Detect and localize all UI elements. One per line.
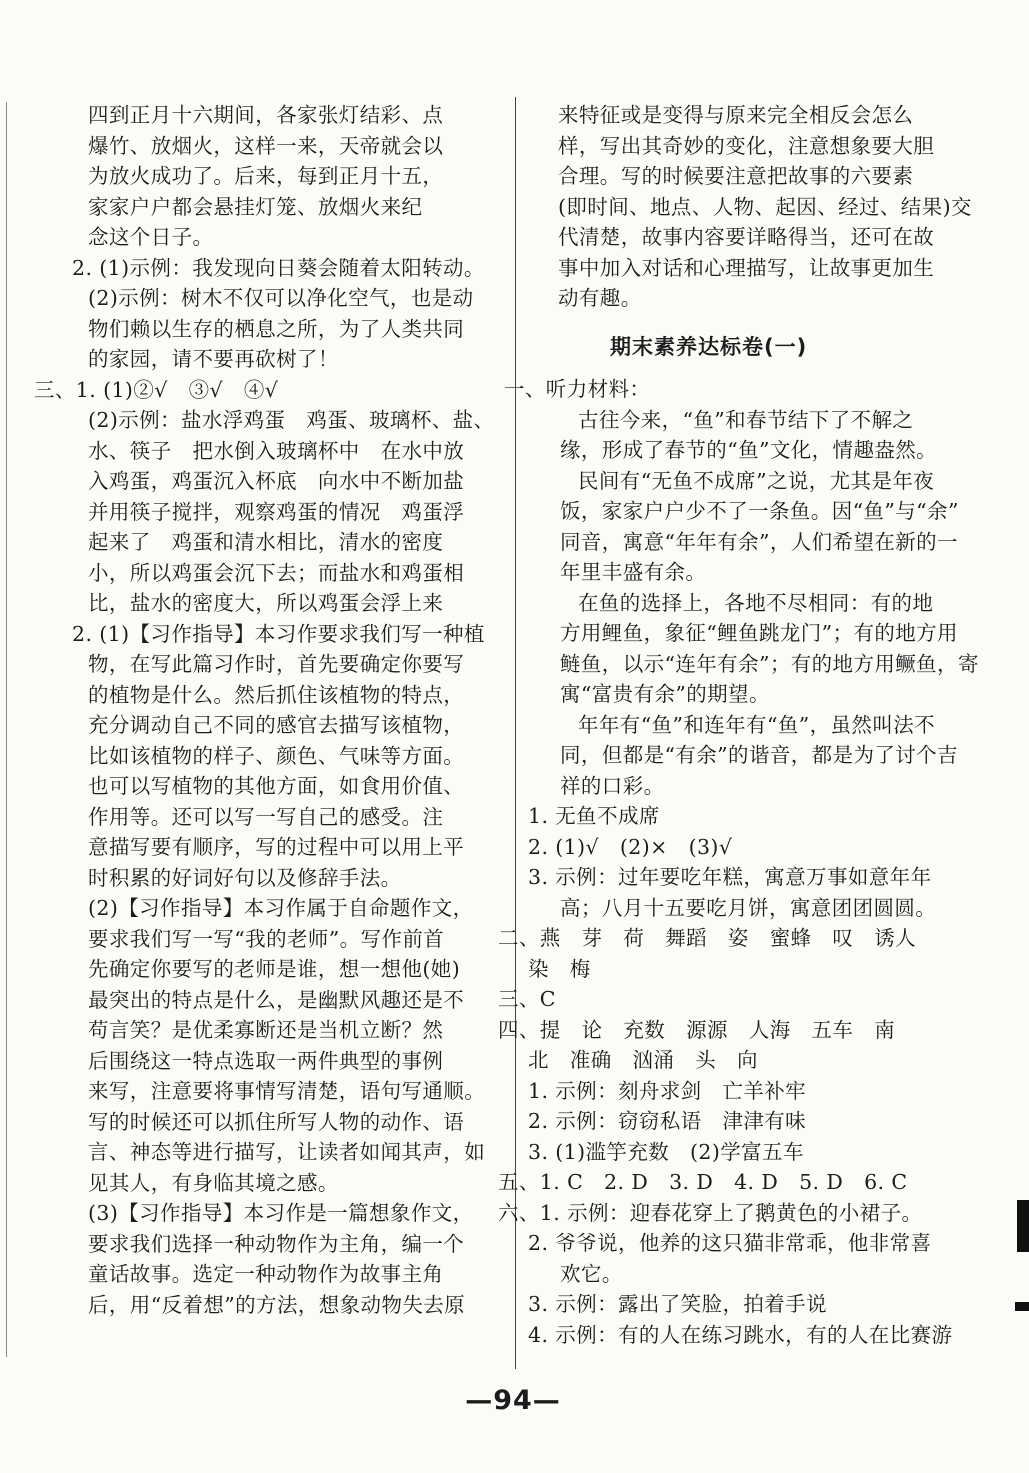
left-text-line: 先确定你要写的老师是谁，想一想他(她) bbox=[88, 957, 461, 981]
left-text-line: 意描写要有顺序，写的过程中可以用上平 bbox=[88, 835, 465, 859]
right-text-line: 样，写出其奇妙的变化，注意想象要大胆 bbox=[558, 133, 935, 158]
right-text-line: 3. (1)滥竽充数 (2)学富五车 bbox=[528, 1139, 804, 1164]
right-text-line: 代清楚，故事内容要详略得当，还可在故 bbox=[558, 225, 935, 249]
right-text-line: 寓“富贵有余”的期望。 bbox=[560, 682, 770, 706]
left-text-line: 的植物是什么。然后抓住该植物的特点， bbox=[88, 682, 465, 707]
left-text-line: 见其人，有身临其境之感。 bbox=[88, 1170, 339, 1195]
right-text-line: 来特征或是变得与原来完全相反会怎么 bbox=[558, 103, 914, 127]
left-text-line: 也可以写植物的其他方面，如食用价值、 bbox=[88, 774, 465, 798]
left-text-line: 后，用“反着想”的方法，想象动物失去原 bbox=[88, 1292, 466, 1317]
left-text-line: 言、神态等进行描写，让读者如闻其声，如 bbox=[88, 1140, 486, 1164]
right-text-line: 高；八月十五要吃月饼，寓意团团圆圆。 bbox=[560, 895, 937, 920]
left-text-line: 起来了 鸡蛋和清水相比，清水的密度 bbox=[88, 530, 444, 554]
left-text-line: 小，所以鸡蛋会沉下去；而盐水和鸡蛋相 bbox=[88, 560, 465, 585]
right-text-line: 3. 示例：露出了笑脸，拍着手说 bbox=[528, 1292, 827, 1316]
left-margin-rule bbox=[6, 102, 7, 1357]
right-text-line: (即时间、地点、人物、起因、经过、结果)交 bbox=[558, 194, 972, 219]
left-text-line: 并用筷子搅拌，观察鸡蛋的情况 鸡蛋浮 bbox=[88, 499, 465, 524]
right-text-line: 鲢鱼，以示“连年有余”；有的地方用鳜鱼，寄 bbox=[560, 651, 979, 676]
right-text-line: 在鱼的选择上，各地不尽相同：有的地 bbox=[578, 590, 934, 615]
left-text-line: 水、筷子 把水倒入玻璃杯中 在水中放 bbox=[88, 438, 465, 463]
right-text-line: 4. 示例：有的人在练习跳水，有的人在比赛游 bbox=[528, 1322, 953, 1347]
right-text-line: 1. 示例：刻舟求剑 亡羊补牢 bbox=[528, 1078, 807, 1103]
left-text-line: 家家户户都会悬挂灯笼、放烟火来纪 bbox=[88, 194, 423, 219]
right-text-line: 民间有“无鱼不成席”之说，尤其是年夜 bbox=[578, 468, 935, 493]
left-text-line: 爆竹、放烟火，这样一来，天帝就会以 bbox=[88, 133, 444, 158]
left-text-line: 时积累的好词好句以及修辞手法。 bbox=[88, 865, 402, 890]
right-text-line: 2. 爷爷说，他养的这只猫非常乖，他非常喜 bbox=[528, 1231, 932, 1255]
left-text-line: (2)示例：盐水浮鸡蛋 鸡蛋、玻璃杯、盐、 bbox=[88, 408, 495, 432]
right-text-line: 一、听力材料： bbox=[504, 377, 651, 401]
left-text-line: 比如该植物的样子、颜色、气味等方面。 bbox=[88, 743, 465, 768]
left-text-line: (2)示例：树木不仅可以净化空气，也是动 bbox=[88, 286, 474, 310]
left-text-line: 充分调动自己不同的感官去描写该植物， bbox=[88, 713, 465, 737]
right-text-line: 方用鲤鱼，象征“鲤鱼跳龙门”；有的地方用 bbox=[560, 621, 958, 645]
right-text-line: 3. 示例：过年要吃年糕，寓意万事如意年年 bbox=[528, 865, 932, 889]
right-text-line: 饭，家家户户少不了一条鱼。因“鱼”与“余” bbox=[560, 499, 959, 523]
left-text-line: 要求我们写一写“我的老师”。写作前首 bbox=[88, 926, 445, 951]
left-text-line: 比，盐水的密度大，所以鸡蛋会浮上来 bbox=[88, 591, 444, 615]
right-text-line: 2. 示例：窃窃私语 津津有味 bbox=[528, 1109, 807, 1133]
left-text-line: 念这个日子。 bbox=[88, 225, 214, 249]
right-text-line: 年里丰盛有余。 bbox=[560, 560, 707, 584]
right-text-line: 动有趣。 bbox=[558, 286, 642, 310]
right-text-line: 同，但都是“有余”的谐音，都是为了讨个吉 bbox=[560, 743, 958, 767]
left-text-line: 三、1. (1)②√ ③√ ④√ bbox=[34, 377, 279, 402]
left-text-line: 物们赖以生存的栖息之所，为了人类共同 bbox=[88, 316, 465, 341]
edge-mark-bottom bbox=[1015, 1302, 1029, 1311]
right-text-line: 四、提 论 充数 源源 人海 五车 南 bbox=[498, 1017, 896, 1042]
left-text-line: 后围绕这一特点选取一两件典型的事例 bbox=[88, 1048, 444, 1073]
left-text-line: 写的时候还可以抓住所写人物的动作、语 bbox=[88, 1109, 465, 1134]
right-text-line: 同音，寓意“年年有余”，人们希望在新的一 bbox=[560, 529, 958, 554]
right-text-line: 合理。写的时候要注意把故事的六要素 bbox=[558, 164, 914, 188]
edge-mark-top bbox=[1017, 1200, 1029, 1252]
left-text-line: 物，在写此篇习作时，首先要确定你要写 bbox=[88, 652, 465, 676]
left-text-line: 入鸡蛋，鸡蛋沉入杯底 向水中不断加盐 bbox=[88, 469, 465, 493]
right-text-line: 1. 无鱼不成席 bbox=[528, 804, 660, 828]
left-text-line: 作用等。还可以写一写自己的感受。注 bbox=[88, 804, 444, 829]
left-text-line: 的家园，请不要再砍树了！ bbox=[88, 347, 339, 371]
right-text-line: 祥的口彩。 bbox=[560, 773, 665, 798]
left-text-line: (2)【习作指导】本习作属于自命题作文， bbox=[88, 896, 474, 920]
right-text-line: 2. (1)√ (2)× (3)√ bbox=[528, 834, 733, 859]
left-text-line: 最突出的特点是什么，是幽默风趣还是不 bbox=[88, 987, 465, 1012]
left-text-line: 2. (1)示例：我发现向日葵会随着太阳转动。 bbox=[72, 255, 485, 280]
section-title: 期末素养达标卷(一) bbox=[610, 334, 808, 359]
right-text-line: 北 准确 汹涌 头 向 bbox=[528, 1048, 758, 1072]
right-text-line: 年年有“鱼”和连年有“鱼”，虽然叫法不 bbox=[578, 712, 936, 737]
left-text-line: 四到正月十六期间，各家张灯结彩、点 bbox=[88, 103, 444, 127]
page-number: —94— bbox=[465, 1385, 561, 1416]
left-text-line: 要求我们选择一种动物作为主角，编一个 bbox=[88, 1231, 465, 1256]
right-text-line: 五、1. C 2. D 3. D 4. D 5. D 6. C bbox=[498, 1170, 908, 1194]
left-text-line: 为放火成功了。后来，每到正月十五， bbox=[88, 164, 444, 188]
right-text-line: 事中加入对话和心理描写，让故事更加生 bbox=[558, 255, 935, 280]
left-text-line: 2. (1)【习作指导】本习作要求我们写一种植 bbox=[72, 621, 485, 646]
right-text-line: 六、1. 示例：迎春花穿上了鹅黄色的小裙子。 bbox=[498, 1200, 923, 1225]
left-text-line: 苟言笑？是优柔寡断还是当机立断？然 bbox=[88, 1018, 444, 1042]
left-text-line: 来写，注意要将事情写清楚，语句写通顺。 bbox=[88, 1079, 486, 1103]
left-text-line: 童话故事。选定一种动物作为故事主角 bbox=[88, 1262, 444, 1286]
right-text-line: 二、燕 芽 荷 舞蹈 姿 蜜蜂 叹 诱人 bbox=[498, 926, 916, 950]
right-text-line: 欢它。 bbox=[560, 1261, 623, 1286]
right-text-line: 古往今来，“鱼”和春节结下了不解之 bbox=[578, 407, 914, 432]
left-text-line: (3)【习作指导】本习作是一篇想象作文， bbox=[88, 1201, 474, 1225]
right-text-line: 缘，形成了春节的“鱼”文化，情趣盎然。 bbox=[560, 438, 938, 462]
right-text-line: 染 梅 bbox=[528, 956, 591, 981]
right-text-line: 三、C bbox=[498, 987, 556, 1011]
